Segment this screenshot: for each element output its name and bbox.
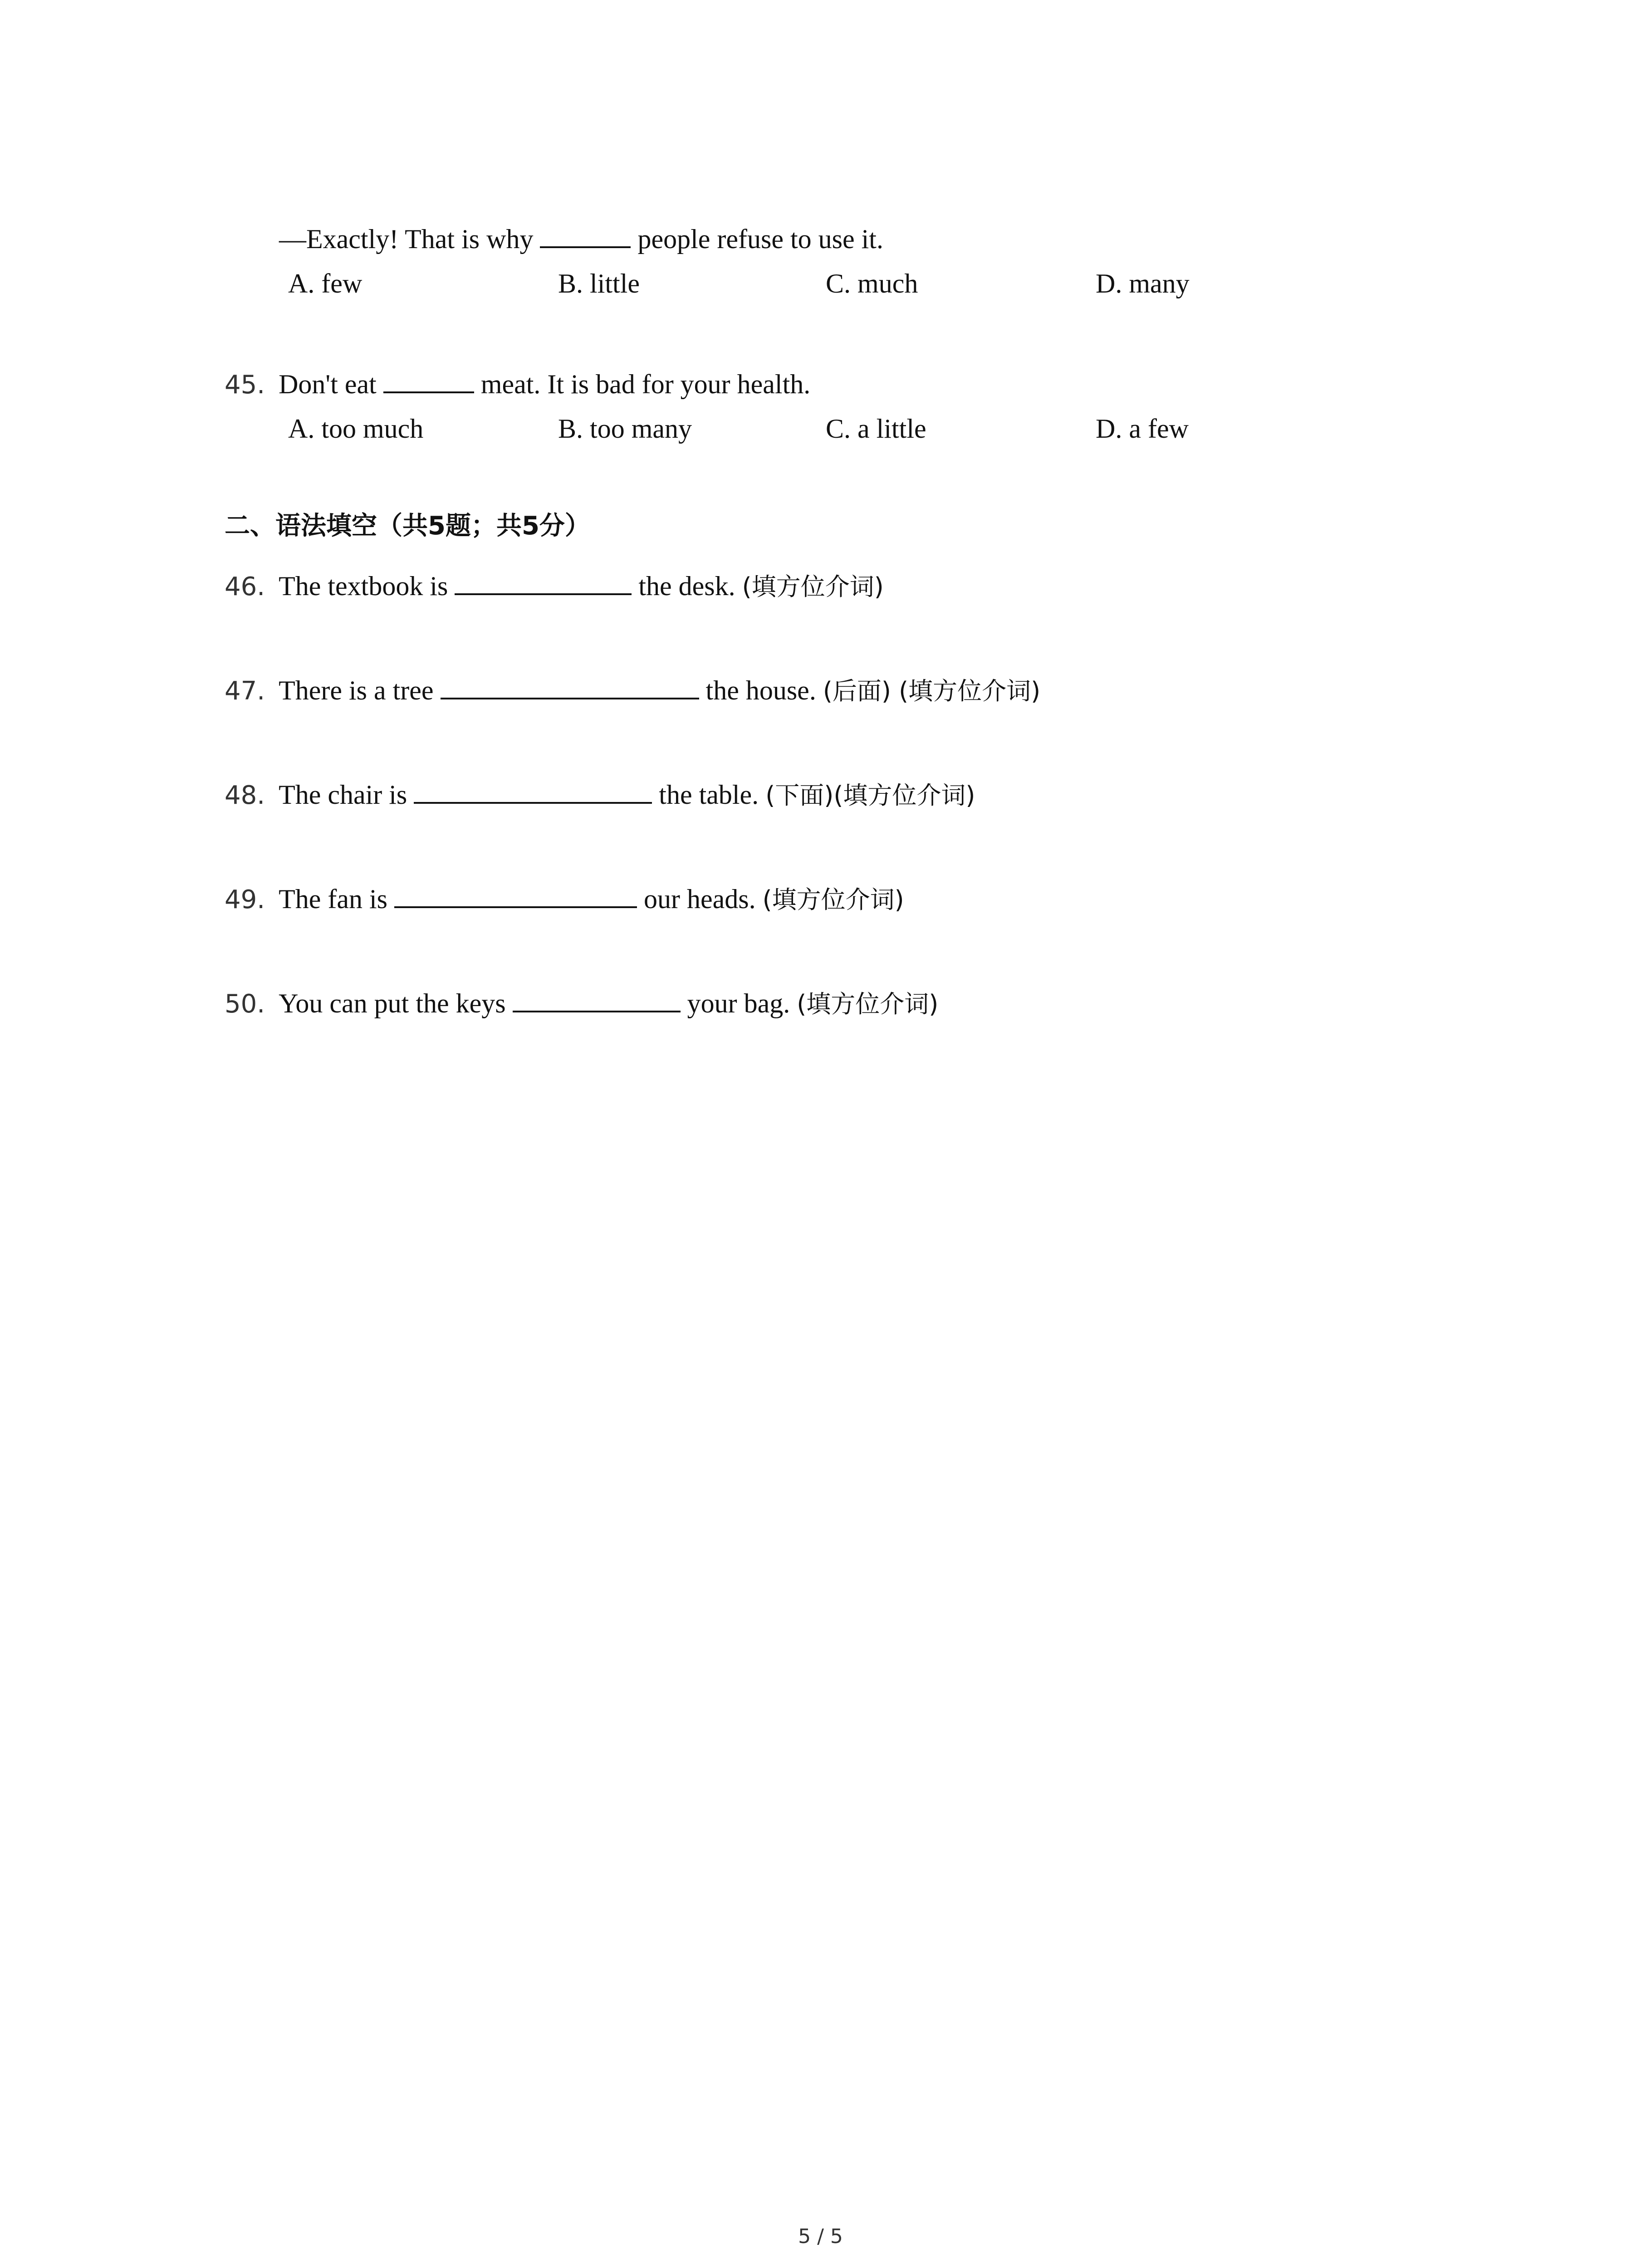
question-number: 48.	[225, 781, 265, 810]
answer-blank	[414, 776, 652, 804]
option-c: C. much	[826, 269, 918, 298]
question-44-line	[279, 220, 883, 257]
question-50-line	[225, 984, 938, 1022]
question-hint: (填方位介词)	[762, 885, 904, 914]
question-number: 50.	[225, 989, 265, 1019]
question-text-after: the desk.	[632, 571, 742, 601]
option-a: A. too much	[288, 414, 424, 444]
answer-blank	[394, 880, 637, 908]
question-49-line	[225, 880, 904, 918]
question-46-line	[225, 567, 884, 605]
answer-blank	[441, 671, 699, 699]
answer-blank	[383, 365, 474, 393]
question-number: 47.	[225, 676, 265, 706]
page-number: 5 / 5	[798, 2225, 843, 2248]
option-c: C. a little	[826, 414, 926, 444]
answer-blank	[513, 984, 681, 1012]
question-47-line	[225, 671, 1040, 709]
question-hint: (填方位介词)	[797, 990, 939, 1018]
question-text-before: The chair is	[279, 780, 414, 810]
question-text-before: The textbook is	[279, 571, 455, 601]
question-44-text-before: —Exactly! That is why	[279, 224, 540, 254]
question-hint: (后面) (填方位介词)	[823, 677, 1041, 705]
section-title: 二、语法填空（共5题；共5分）	[225, 511, 590, 541]
question-text-before: There is a tree	[279, 675, 441, 705]
option-b: B. little	[558, 269, 640, 298]
question-hint: (填方位介词)	[742, 572, 884, 601]
question-number: 46.	[225, 572, 265, 601]
question-45-text-after: meat. It is bad for your health.	[474, 369, 811, 399]
question-44-text-after: people refuse to use it.	[631, 224, 883, 254]
question-number: 49.	[225, 885, 265, 914]
question-text-before: You can put the keys	[279, 988, 513, 1018]
question-text-after: our heads.	[637, 884, 763, 914]
option-d: D. a few	[1096, 414, 1189, 444]
question-text-after: the house.	[699, 675, 823, 705]
option-a: A. few	[288, 269, 362, 298]
question-text-before: The fan is	[279, 884, 394, 914]
question-text-after: your bag.	[680, 988, 797, 1018]
question-number: 45.	[225, 370, 265, 400]
question-45-text-before: Don't eat	[279, 369, 383, 399]
answer-blank	[540, 220, 631, 248]
answer-blank	[455, 567, 632, 595]
option-b: B. too many	[558, 414, 692, 444]
question-text-after: the table.	[652, 780, 766, 810]
question-48-line	[225, 776, 975, 814]
question-hint: (下面)(填方位介词)	[765, 781, 975, 810]
option-d: D. many	[1096, 269, 1190, 298]
question-45-line	[225, 365, 810, 403]
